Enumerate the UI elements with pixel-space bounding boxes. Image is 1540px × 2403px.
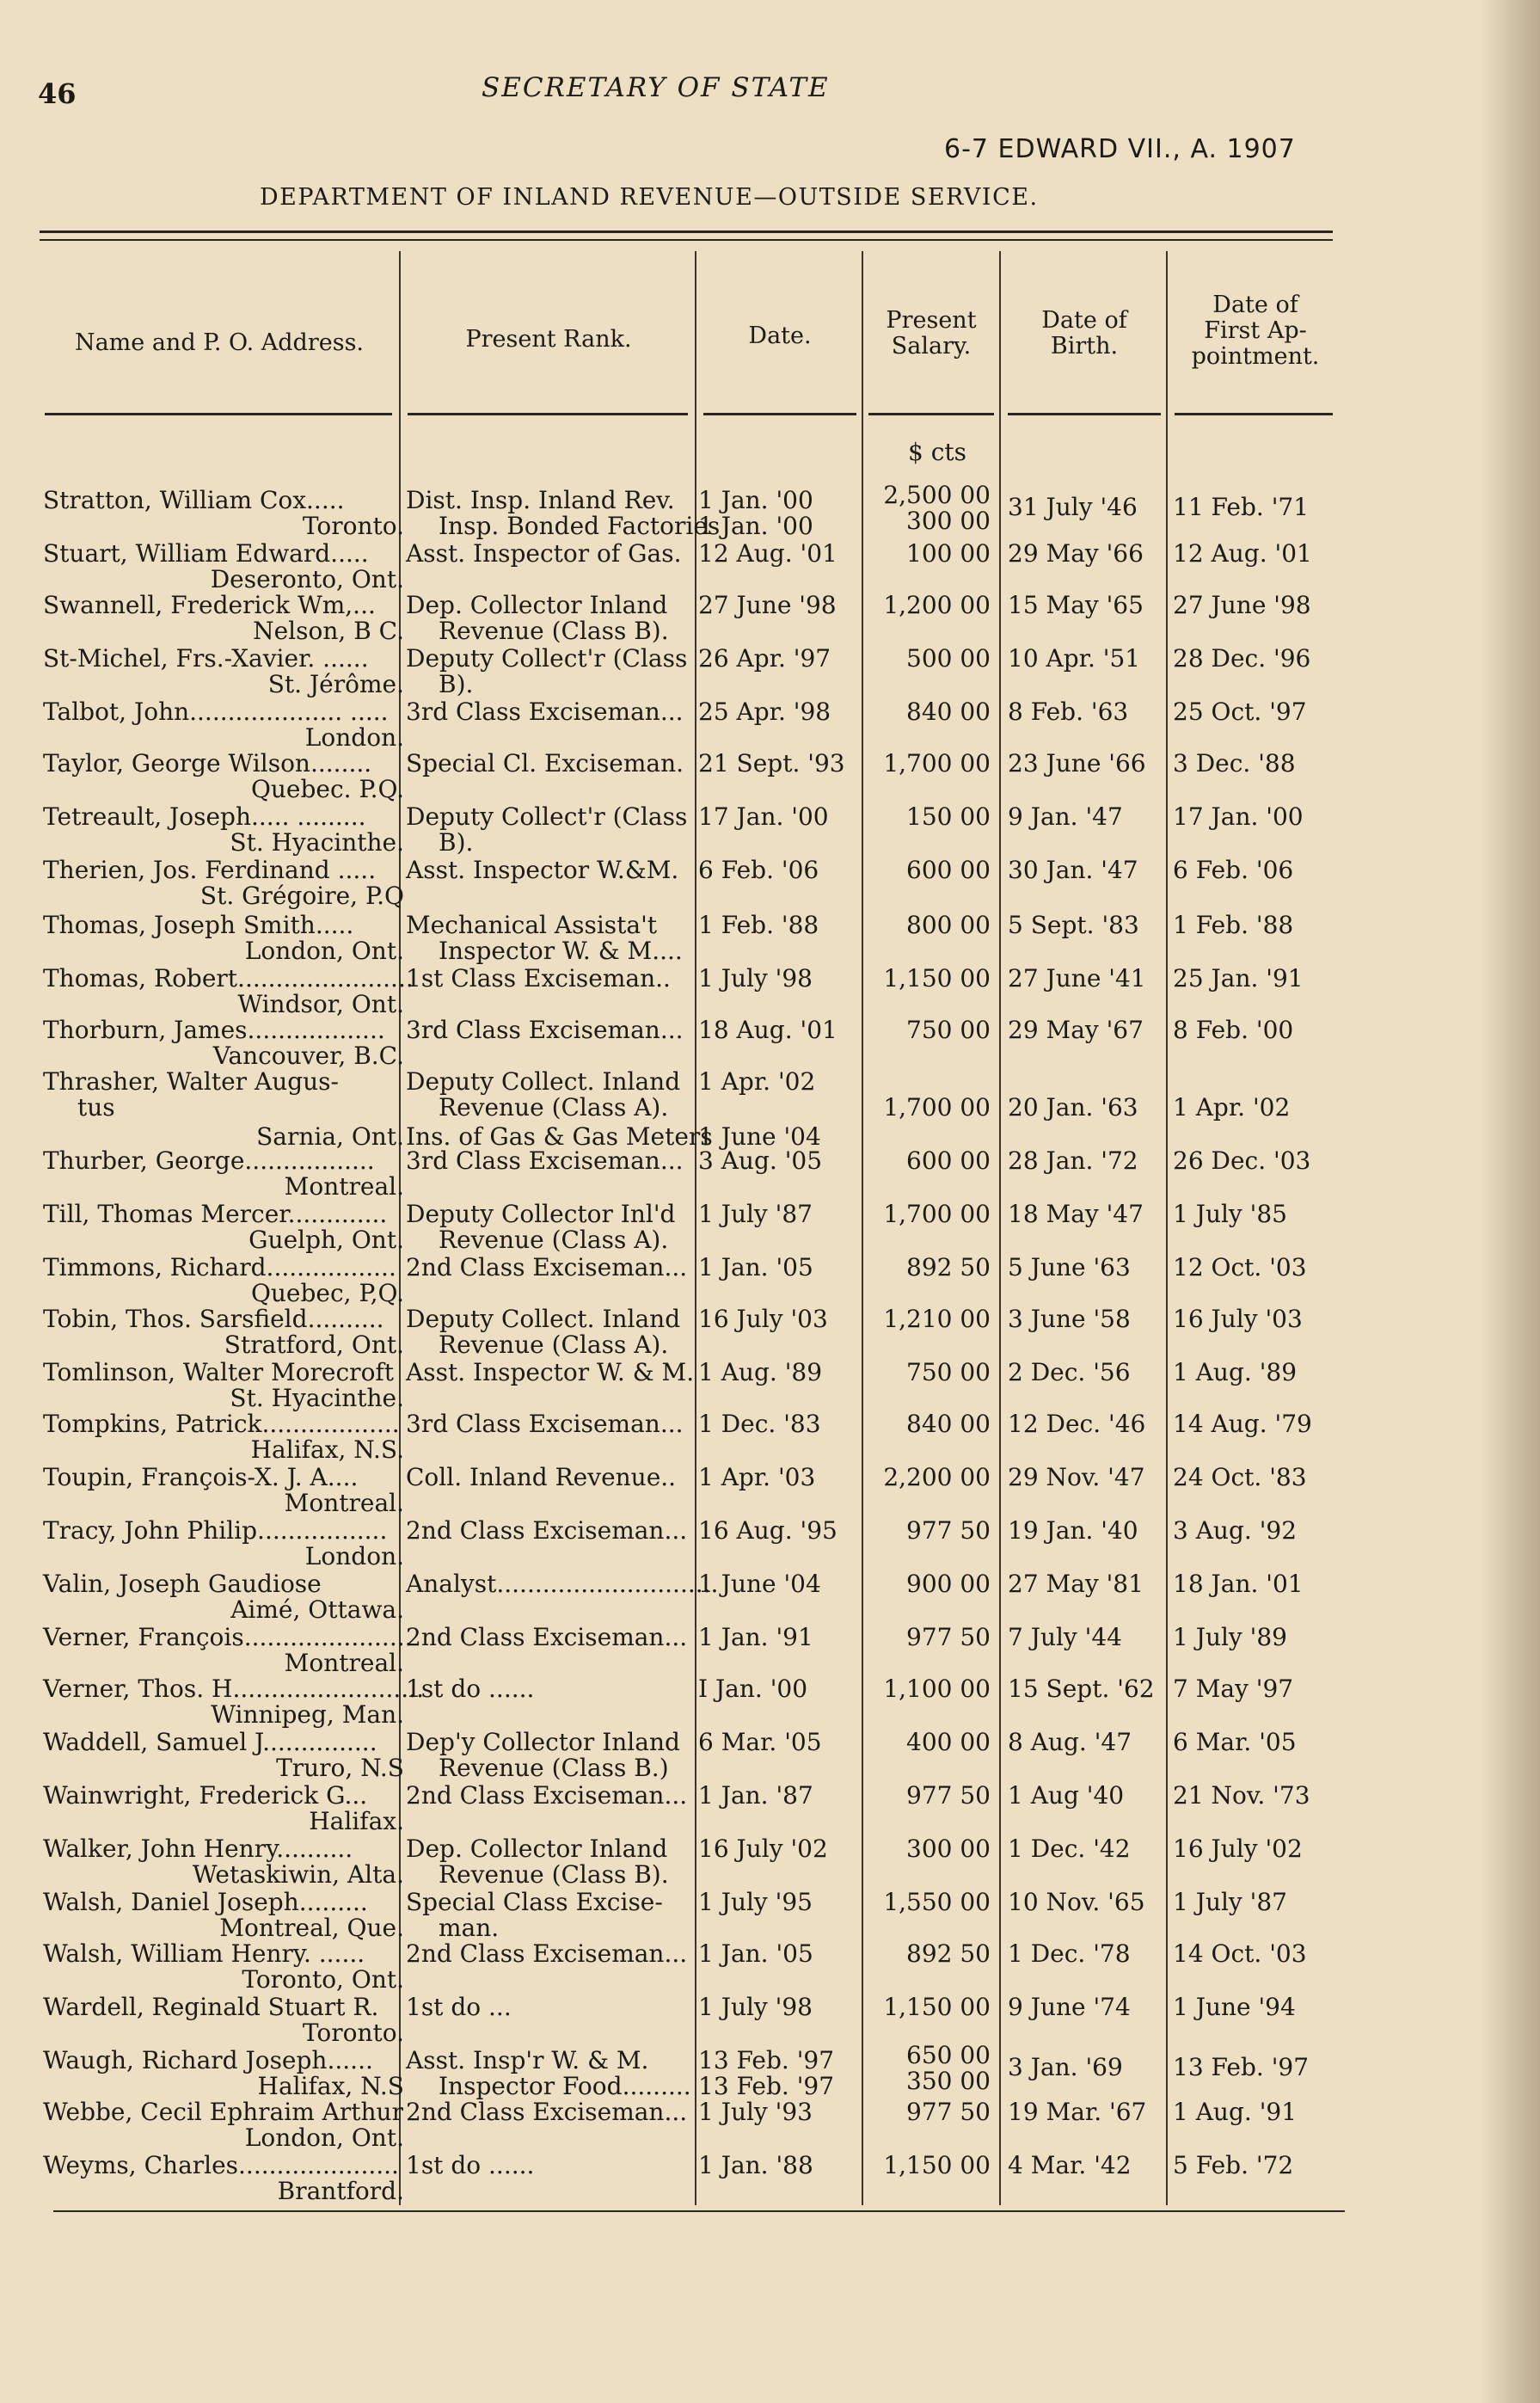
present-rank: 1st Class Exciseman.. (406, 964, 671, 993)
po-address: Deseronto, Ont. (210, 565, 404, 593)
present-salary-second: 350 00 (906, 2067, 991, 2095)
employee-name: Timmons, Richard................. (43, 1253, 396, 1281)
rank-date: 1 Jan. '05 (698, 1939, 813, 1968)
po-address: Sarnia, Ont. (256, 1122, 404, 1151)
header-underline (1008, 413, 1161, 415)
date-of-birth: 23 June '66 (1008, 749, 1146, 777)
employee-name: Webbe, Cecil Ephraim Arthur (43, 2098, 403, 2126)
po-address: Aimé, Ottawa. (230, 1595, 404, 1624)
header-underline (1175, 413, 1333, 415)
po-address: Toronto, Ont. (242, 1965, 404, 1994)
first-appointment: 16 July '02 (1173, 1835, 1303, 1863)
employee-name: St-Michel, Frs.-Xavier. ...... (43, 644, 369, 673)
present-salary: 100 00 (906, 539, 991, 568)
employee-name: Waugh, Richard Joseph...... (43, 2046, 373, 2074)
first-appointment: 26 Dec. '03 (1173, 1146, 1311, 1175)
employee-name: Thomas, Joseph Smith..... (43, 911, 354, 939)
date-of-birth: 8 Aug. '47 (1008, 1728, 1132, 1756)
date-of-birth: 30 Jan. '47 (1008, 856, 1138, 884)
date-of-birth: 28 Jan. '72 (1008, 1146, 1138, 1175)
employee-name: Swannell, Frederick Wm,... (43, 591, 376, 619)
present-salary: 300 00 (906, 1835, 991, 1863)
header-rank: Present Rank. (465, 326, 632, 353)
po-address: Montreal. (284, 1172, 404, 1201)
date-of-birth: 19 Mar. '67 (1008, 2098, 1147, 2126)
rank-date: 1 Apr. '03 (698, 1463, 816, 1491)
present-salary: 977 50 (906, 1623, 991, 1651)
employee-name: Thomas, Robert....................... (43, 964, 414, 993)
present-rank-cont: Revenue (Class A). (439, 1093, 669, 1122)
first-appointment: 25 Oct. '97 (1173, 698, 1307, 726)
rank-date: 27 June '98 (698, 591, 837, 619)
po-address: Wetaskiwin, Alta. (192, 1860, 404, 1889)
first-appointment: 6 Mar. '05 (1173, 1728, 1297, 1756)
rank-date: 6 Mar. '05 (698, 1728, 822, 1756)
employee-name: Valin, Joseph Gaudiose (43, 1570, 322, 1598)
po-address: Halifax, N.S. (250, 1435, 404, 1464)
first-appointment: 3 Aug. '92 (1173, 1516, 1298, 1545)
employee-name: Wainwright, Frederick G... (43, 1781, 368, 1810)
rank-date: 21 Sept. '93 (698, 749, 845, 777)
present-rank: Special Cl. Exciseman. (406, 749, 684, 777)
present-salary: 900 00 (906, 1570, 991, 1598)
date-of-birth: 29 Nov. '47 (1008, 1463, 1145, 1491)
running-title: SECRETARY OF STATE (482, 72, 830, 103)
first-appointment: 27 June '98 (1173, 591, 1311, 619)
rank-date: 3 Aug. '05 (698, 1146, 823, 1175)
po-address: Quebec. P.Q. (250, 775, 404, 803)
rank-date: 1 Jan. '05 (698, 1253, 813, 1281)
present-rank: Asst. Inspector of Gas. (406, 539, 682, 568)
present-rank: 1st do ... (406, 1993, 512, 2021)
rank-date: 16 Aug. '95 (698, 1516, 837, 1545)
employee-name: Verner, François...................... (43, 1623, 413, 1651)
header-birth: Date of Birth. (1041, 307, 1127, 360)
rank-date: 26 Apr. '97 (698, 644, 831, 673)
date-of-birth: 29 May '67 (1008, 1016, 1144, 1044)
po-address: Winnipeg, Man. (211, 1700, 404, 1729)
first-appointment: 14 Oct. '03 (1173, 1939, 1307, 1968)
rank-date: 16 July '02 (698, 1835, 828, 1863)
rank-date: 1 July '95 (698, 1888, 813, 1916)
date-of-birth: 27 June '41 (1008, 964, 1146, 993)
column-divider (999, 251, 1001, 2205)
present-rank: 1st do ...... (406, 2151, 535, 2179)
po-address: Brantford. (277, 2177, 404, 2205)
rank-date: 25 Apr. '98 (698, 698, 831, 726)
date-of-birth: 5 June '63 (1008, 1253, 1131, 1281)
employee-name: Walsh, William Henry. ...... (43, 1939, 365, 1968)
employee-name: Tomlinson, Walter Morecroft (43, 1358, 395, 1386)
first-appointment: 24 Oct. '83 (1173, 1463, 1307, 1491)
employee-name: Walsh, Daniel Joseph......... (43, 1888, 368, 1916)
po-address: Windsor, Ont. (237, 990, 404, 1018)
header-date: Date. (748, 323, 812, 349)
first-appointment: 1 July '89 (1173, 1623, 1287, 1651)
present-rank: Mechanical Assista't (406, 911, 658, 939)
first-appointment: 21 Nov. '73 (1173, 1781, 1310, 1810)
present-salary: 400 00 (906, 1728, 991, 1756)
present-salary: 977 50 (906, 1781, 991, 1810)
present-salary: 977 50 (906, 2098, 991, 2126)
present-rank: 2nd Class Exciseman... (406, 1623, 688, 1651)
first-appointment: 8 Feb. '00 (1173, 1016, 1294, 1044)
po-address: Toronto. (302, 2019, 404, 2047)
header-appointment: Date of First Ap- pointment. (1191, 292, 1320, 370)
present-salary: 1,210 00 (883, 1305, 991, 1333)
present-salary: 892 50 (906, 1253, 991, 1281)
present-rank-cont: Inspector W. & M.... (439, 937, 683, 965)
present-rank: Deputy Collect'r (Class (406, 802, 688, 831)
present-rank-cont: Revenue (Class B.) (439, 1754, 669, 1782)
first-appointment: 3 Dec. '88 (1173, 749, 1296, 777)
present-salary: 977 50 (906, 1516, 991, 1545)
rank-date: 16 July '03 (698, 1305, 828, 1333)
present-salary: 500 00 (906, 644, 991, 673)
header-salary: Present Salary. (886, 307, 977, 360)
present-rank: 2nd Class Exciseman... (406, 1939, 688, 1968)
present-salary: 1,150 00 (883, 964, 991, 993)
date-of-birth: 7 July '44 (1008, 1623, 1122, 1651)
employee-name: Thurber, George................. (43, 1146, 375, 1175)
employee-name: Tetreault, Joseph..... ......... (43, 802, 366, 831)
employee-name: Thorburn, James.................. (43, 1016, 385, 1044)
date-of-birth: 15 Sept. '62 (1008, 1675, 1155, 1703)
rank-date-second: 1 June '04 (698, 1122, 821, 1151)
bottom-rule (53, 2210, 1345, 2212)
rank-date: 1 Jan. '88 (698, 2151, 813, 2179)
present-rank: Analyst............................. (406, 1570, 719, 1598)
employee-name: Tracy, John Philip................. (43, 1516, 388, 1545)
first-appointment: 12 Oct. '03 (1173, 1253, 1307, 1281)
rank-date: 6 Feb. '06 (698, 856, 819, 884)
present-salary: 892 50 (906, 1939, 991, 1968)
rank-date: 1 Jan. '87 (698, 1781, 813, 1810)
date-of-birth: 31 July '46 (1008, 493, 1138, 521)
rank-date: 1 July '98 (698, 964, 813, 993)
present-salary: 840 00 (906, 698, 991, 726)
po-address: Guelph, Ont. (248, 1226, 404, 1254)
date-of-birth: 10 Apr. '51 (1008, 644, 1141, 673)
column-divider (1166, 251, 1168, 2205)
rank-date: 1 July '93 (698, 2098, 813, 2126)
first-appointment: 1 Aug. '89 (1173, 1358, 1298, 1386)
employee-name: Thrasher, Walter Augus- (43, 1067, 340, 1096)
header-underline (868, 413, 994, 415)
date-of-birth: 8 Feb. '63 (1008, 698, 1129, 726)
rank-date: 1 June '04 (698, 1570, 821, 1598)
first-appointment: 25 Jan. '91 (1173, 964, 1304, 993)
first-appointment: 18 Jan. '01 (1173, 1570, 1304, 1598)
po-address: Halifax. (309, 1807, 404, 1835)
present-rank-cont: Revenue (Class A). (439, 1331, 669, 1359)
rank-date: 17 Jan. '00 (698, 802, 829, 831)
present-rank: 3rd Class Exciseman... (406, 698, 684, 726)
po-address: Stratford, Ont. (224, 1331, 404, 1359)
po-address: St. Jérôme. (267, 670, 404, 698)
first-appointment: 13 Feb. '97 (1173, 2053, 1310, 2081)
employee-name: Till, Thomas Mercer............. (43, 1200, 388, 1228)
present-rank: Deputy Collect. Inland (406, 1305, 681, 1333)
present-salary: 1,700 00 (883, 1200, 991, 1228)
rank-date-second: 13 Feb. '97 (698, 2072, 835, 2100)
first-appointment: 1 June '94 (1173, 1993, 1296, 2021)
first-appointment: 1 Feb. '88 (1173, 911, 1294, 939)
header-underline (703, 413, 856, 415)
date-of-birth: 5 Sept. '83 (1008, 911, 1139, 939)
employee-name: Stratton, William Cox..... (43, 486, 345, 514)
header-underline (408, 413, 688, 415)
date-of-birth: 9 Jan. '47 (1008, 802, 1123, 831)
po-address: London, Ont. (244, 937, 404, 965)
present-salary: 1,150 00 (883, 2151, 991, 2179)
po-address: London, Ont. (244, 2123, 404, 2152)
date-of-birth: 1 Dec. '78 (1008, 1939, 1131, 1968)
date-of-birth: 1 Aug '40 (1008, 1781, 1125, 1810)
present-rank-cont: B). (439, 670, 474, 698)
present-rank-cont: Inspector Food......... (439, 2072, 691, 2100)
page-number: 46 (38, 77, 77, 110)
first-appointment: 5 Feb. '72 (1173, 2151, 1294, 2179)
first-appointment: 28 Dec. '96 (1173, 644, 1311, 673)
present-salary: 1,550 00 (883, 1888, 991, 1916)
present-rank: 2nd Class Exciseman... (406, 1253, 688, 1281)
rank-date: 1 Jan. '00 (698, 486, 813, 514)
present-rank-cont: B). (439, 828, 474, 857)
present-salary: 600 00 (906, 1146, 991, 1175)
present-salary: 800 00 (906, 911, 991, 939)
present-salary: 600 00 (906, 856, 991, 884)
po-address: Montreal. (284, 1649, 404, 1677)
date-of-birth: 18 May '47 (1008, 1200, 1144, 1228)
first-appointment: 16 July '03 (1173, 1305, 1303, 1333)
header-underline (45, 413, 392, 415)
employee-name-cont: tus (77, 1093, 115, 1122)
present-rank-cont: Revenue (Class B). (439, 617, 669, 645)
rank-date: 1 July '98 (698, 1993, 813, 2021)
present-rank: 3rd Class Exciseman... (406, 1410, 684, 1438)
top-rule-thin (40, 239, 1333, 241)
employee-name: Weyms, Charles..................... (43, 2151, 399, 2179)
present-rank: 3rd Class Exciseman... (406, 1016, 684, 1044)
employee-name: Toupin, François-X. J. A.... (43, 1463, 359, 1491)
po-address: Nelson, B C. (253, 617, 404, 645)
date-of-birth: 20 Jan. '63 (1008, 1093, 1138, 1122)
present-rank-cont: Revenue (Class B). (439, 1860, 669, 1889)
session-header: 6-7 EDWARD VII., A. 1907 (944, 134, 1296, 164)
employee-name: Wardell, Reginald Stuart R. (43, 1993, 379, 2021)
employee-name: Talbot, John.................... ..... (43, 698, 389, 726)
date-of-birth: 3 Jan. '69 (1008, 2053, 1123, 2081)
present-salary: 840 00 (906, 1410, 991, 1438)
present-rank: Deputy Collect'r (Class (406, 644, 688, 673)
date-of-birth: 19 Jan. '40 (1008, 1516, 1138, 1545)
present-salary: 1,700 00 (883, 749, 991, 777)
first-appointment: 6 Feb. '06 (1173, 856, 1294, 884)
po-address: Quebec, P,Q. (250, 1279, 404, 1307)
rank-date-second: 1 Jan. '00 (698, 512, 813, 540)
salary-unit: $ cts (908, 438, 967, 466)
first-appointment: 1 July '87 (1173, 1888, 1287, 1916)
rank-date: 1 Jan. '91 (698, 1623, 813, 1651)
present-rank: Dist. Insp. Inland Rev. (406, 486, 675, 514)
present-rank-cont: Revenue (Class A). (439, 1226, 669, 1254)
first-appointment: 1 Apr. '02 (1173, 1093, 1291, 1122)
rank-date: 1 Feb. '88 (698, 911, 819, 939)
present-rank-cont: man. (439, 1914, 500, 1942)
first-appointment: 11 Feb. '71 (1173, 493, 1310, 521)
present-salary: 150 00 (906, 802, 991, 831)
date-of-birth: 12 Dec. '46 (1008, 1410, 1146, 1438)
rank-date: 1 July '87 (698, 1200, 813, 1228)
first-appointment: 1 Aug. '91 (1173, 2098, 1298, 2126)
first-appointment: 7 May '97 (1173, 1675, 1294, 1703)
rank-date: 18 Aug. '01 (698, 1016, 837, 1044)
rank-date: 1 Apr. '02 (698, 1067, 816, 1096)
column-divider (695, 251, 696, 2205)
present-salary: 650 00 (906, 2041, 991, 2069)
header-name: Name and P. O. Address. (74, 329, 365, 356)
first-appointment: 14 Aug. '79 (1173, 1410, 1312, 1438)
date-of-birth: 15 May '65 (1008, 591, 1144, 619)
present-salary: 2,500 00 (883, 481, 991, 509)
present-rank: 2nd Class Exciseman... (406, 2098, 688, 2126)
date-of-birth: 4 Mar. '42 (1008, 2151, 1132, 2179)
first-appointment: 12 Aug. '01 (1173, 539, 1312, 568)
present-rank: Dep. Collector Inland (406, 1835, 668, 1863)
date-of-birth: 3 June '58 (1008, 1305, 1131, 1333)
po-address: London. (304, 1542, 404, 1570)
employee-name: Verner, Thos. H......................... (43, 1675, 424, 1703)
date-of-birth: 27 May '81 (1008, 1570, 1144, 1598)
employee-name: Walker, John Henry.......... (43, 1835, 353, 1863)
present-rank: Asst. Insp'r W. & M. (406, 2046, 649, 2074)
po-address: Vancouver, B.C. (212, 1042, 404, 1070)
po-address: St. Grégoire, P.Q (199, 882, 404, 910)
present-rank: Deputy Collect. Inland (406, 1067, 681, 1096)
present-rank: 1st do ...... (406, 1675, 535, 1703)
present-rank: 2nd Class Exciseman... (406, 1781, 688, 1810)
present-rank: Special Class Excise- (406, 1888, 663, 1916)
page-spine-shadow (1480, 0, 1540, 2403)
employee-name: Tobin, Thos. Sarsfield.......... (43, 1305, 384, 1333)
rank-date: I Jan. '00 (698, 1675, 808, 1703)
date-of-birth: 10 Nov. '65 (1008, 1888, 1145, 1916)
date-of-birth: 2 Dec. '56 (1008, 1358, 1131, 1386)
employee-name: Waddell, Samuel J............... (43, 1728, 377, 1756)
employee-name: Taylor, George Wilson........ (43, 749, 372, 777)
present-rank: Dep'y Collector Inland (406, 1728, 680, 1756)
po-address: Toronto. (302, 512, 404, 540)
present-salary: 1,150 00 (883, 1993, 991, 2021)
present-rank: 3rd Class Exciseman... (406, 1146, 684, 1175)
po-address: St. Hyacinthe. (230, 828, 404, 857)
po-address: St. Hyacinthe. (230, 1384, 404, 1412)
present-rank: Coll. Inland Revenue.. (406, 1463, 677, 1491)
present-salary: 2,200 00 (883, 1463, 991, 1491)
po-address: Halifax, N.S (257, 2072, 404, 2100)
rank-date: 1 Dec. '83 (698, 1410, 821, 1438)
po-address: Truro, N.S (276, 1754, 404, 1782)
date-of-birth: 1 Dec. '42 (1008, 1835, 1131, 1863)
present-rank: Asst. Inspector W.&M. (406, 856, 679, 884)
rank-date: 12 Aug. '01 (698, 539, 837, 568)
employee-name: Therien, Jos. Ferdinand ..... (43, 856, 377, 884)
rank-date: 13 Feb. '97 (698, 2046, 835, 2074)
date-of-birth: 9 June '74 (1008, 1993, 1131, 2021)
employee-name: Stuart, William Edward..... (43, 539, 369, 568)
present-rank: 2nd Class Exciseman... (406, 1516, 688, 1545)
employee-name: Tompkins, Patrick.................. (43, 1410, 400, 1438)
rank-date: 1 Aug. '89 (698, 1358, 823, 1386)
present-salary: 750 00 (906, 1016, 991, 1044)
po-address: London. (304, 723, 404, 752)
present-rank-second: Ins. of Gas & Gas Meters (406, 1122, 713, 1151)
present-salary: 750 00 (906, 1358, 991, 1386)
first-appointment: 17 Jan. '00 (1173, 802, 1304, 831)
present-salary: 1,200 00 (883, 591, 991, 619)
present-rank: Dep. Collector Inland (406, 591, 668, 619)
top-rule (40, 230, 1333, 233)
present-salary: 1,700 00 (883, 1093, 991, 1122)
present-rank: Asst. Inspector W. & M. (406, 1358, 695, 1386)
po-address: Montreal. (284, 1489, 404, 1517)
present-salary-second: 300 00 (906, 507, 991, 535)
date-of-birth: 29 May '66 (1008, 539, 1144, 568)
first-appointment: 1 July '85 (1173, 1200, 1287, 1228)
present-rank: Deputy Collector Inl'd (406, 1200, 676, 1228)
present-salary: 1,100 00 (883, 1675, 991, 1703)
department-heading: DEPARTMENT OF INLAND REVENUE—OUTSIDE SERVICE. (260, 184, 1039, 211)
present-rank-cont: Insp. Bonded Factories (439, 512, 721, 540)
po-address: Montreal, Que. (219, 1914, 404, 1942)
